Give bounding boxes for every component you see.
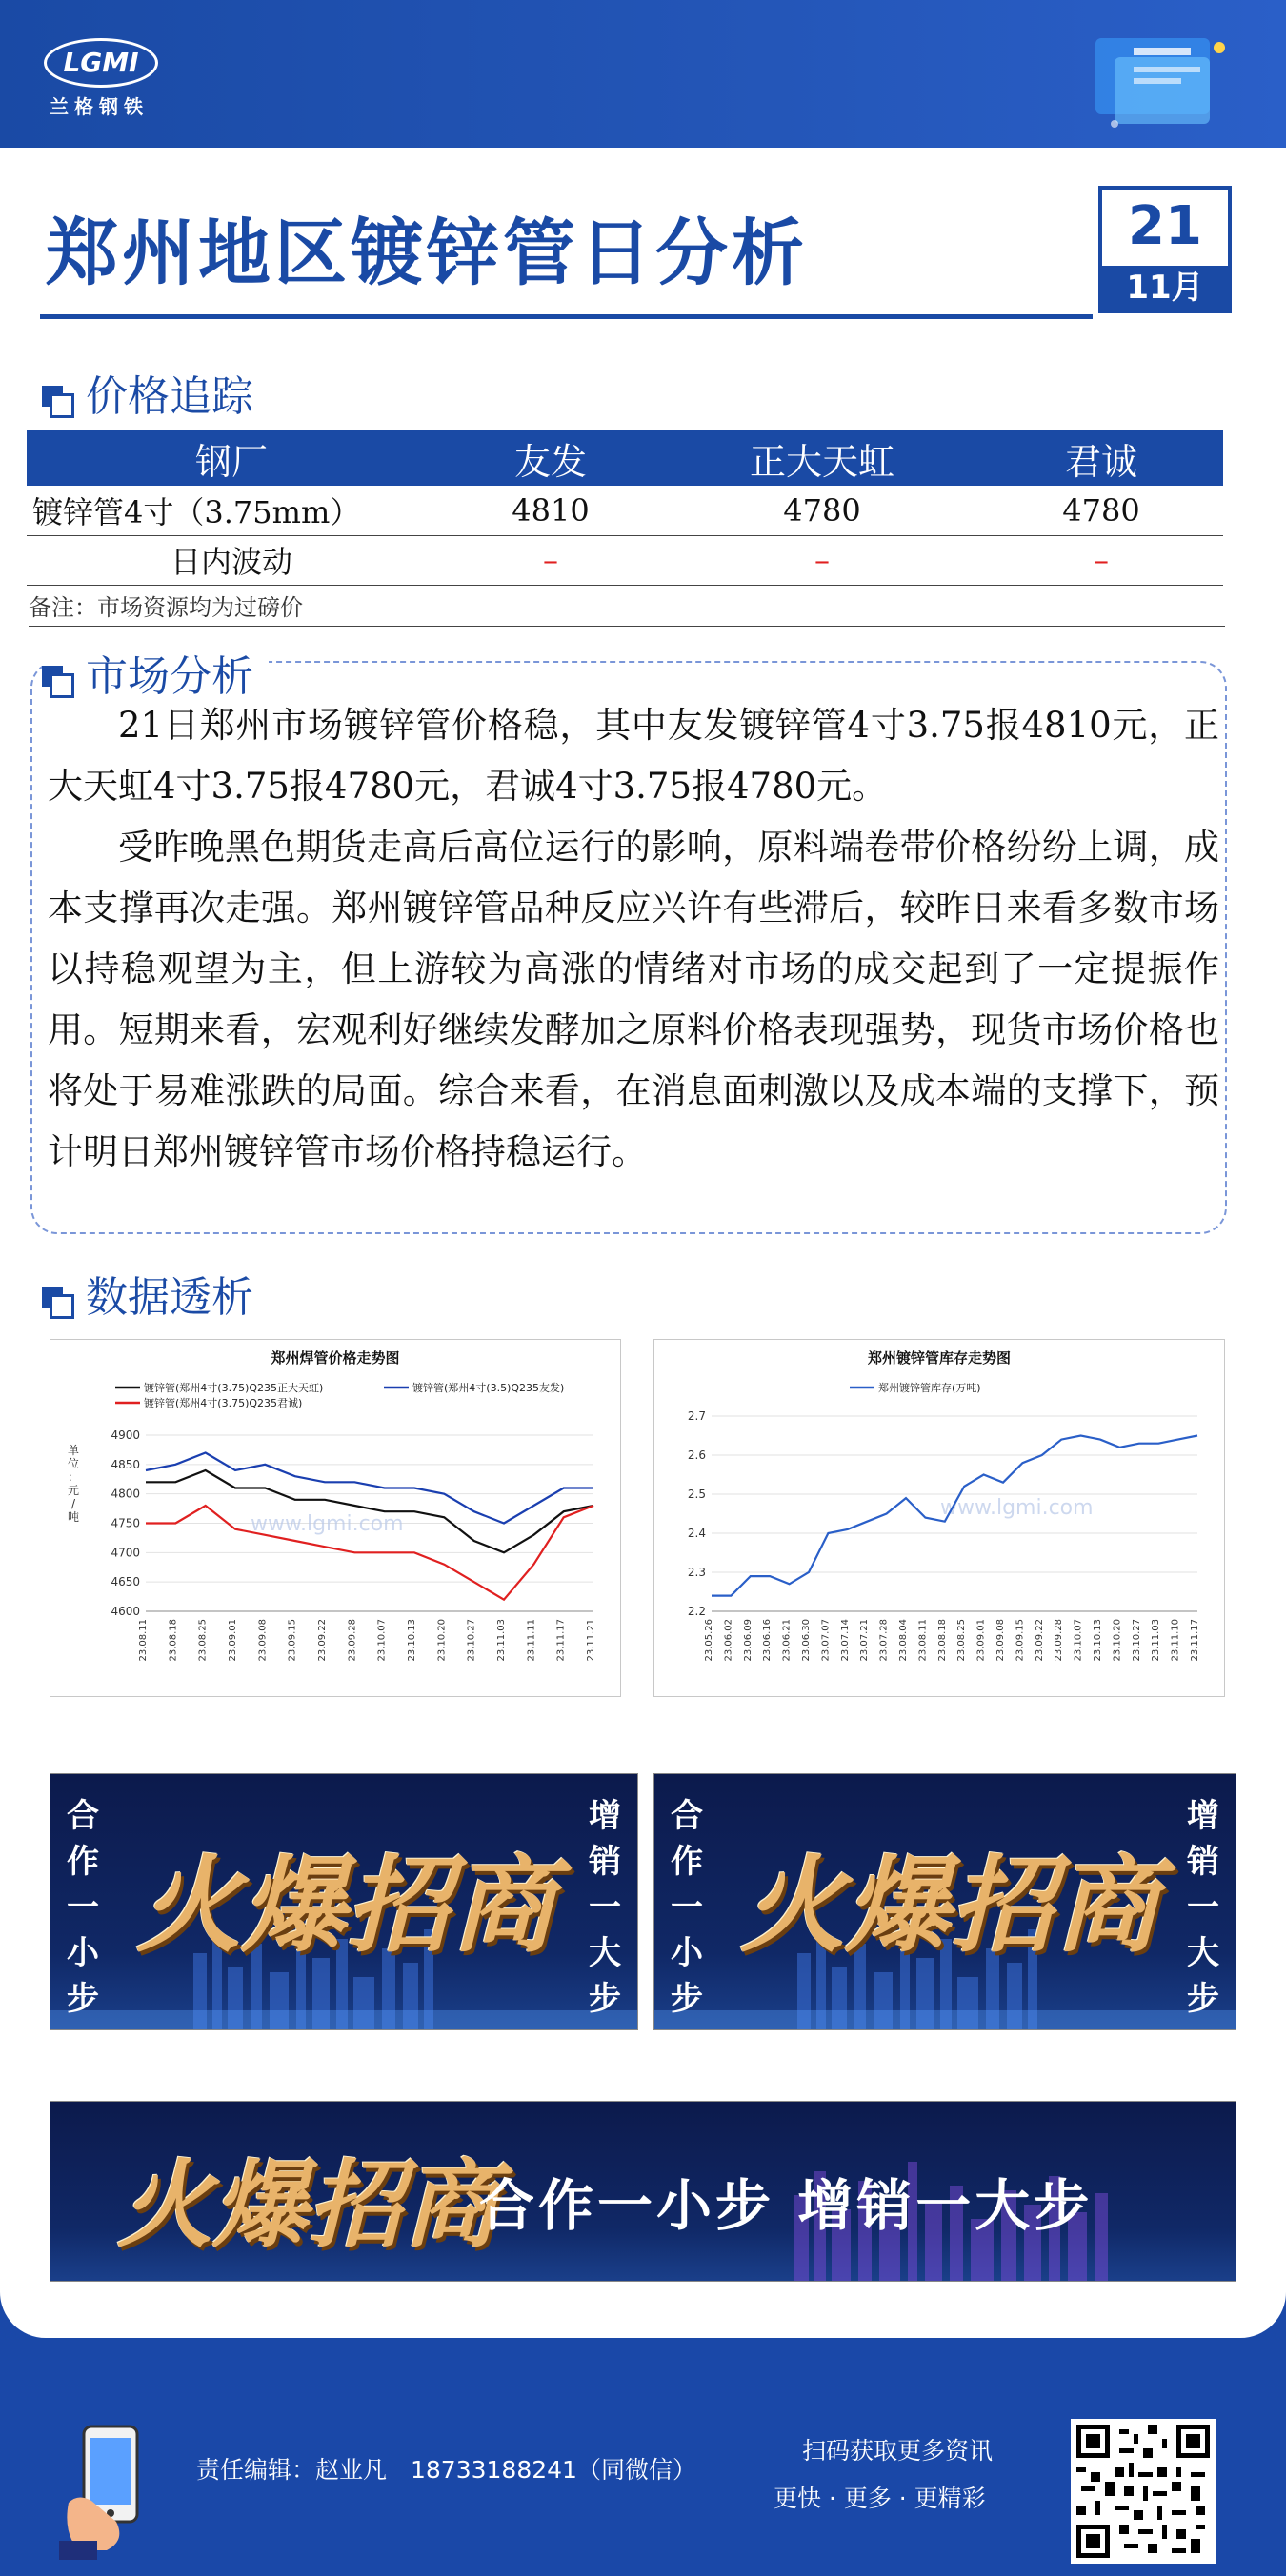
x-tick-label: 23.10.27 — [1131, 1619, 1142, 1662]
inventory-chart — [653, 1339, 1225, 1697]
banner-side-text: 增销一大步 — [1187, 1797, 1219, 2018]
x-tick-label: 23.09.22 — [1034, 1619, 1045, 1662]
x-tick-label: 23.06.09 — [742, 1619, 754, 1662]
banner-headline: 火爆招商 — [740, 1844, 1159, 1967]
x-tick-label: 23.06.21 — [781, 1619, 793, 1662]
x-tick-label: 23.10.13 — [407, 1619, 417, 1662]
table-cell: – — [665, 535, 979, 585]
x-tick-label: 23.07.21 — [859, 1619, 871, 1662]
x-tick-label: 23.09.15 — [287, 1619, 298, 1662]
banner-slogan: 合作一小步 增销一大步 — [479, 2173, 1094, 2238]
banner-side-text: 增销一大步 — [589, 1797, 621, 2018]
x-tick-label: 23.08.25 — [956, 1619, 968, 1662]
price-table — [27, 430, 1223, 586]
chart-title: 郑州焊管价格走势图 — [271, 1349, 400, 1367]
qr-code-icon[interactable] — [1071, 2419, 1216, 2564]
qr-caption: 扫码获取更多资讯 — [802, 2437, 994, 2465]
qr-code-pattern — [1076, 2425, 1210, 2558]
section-square-icon — [42, 386, 69, 412]
table-row — [27, 486, 1223, 535]
promo-banner-wide[interactable] — [50, 2101, 1236, 2282]
table-cell: – — [979, 535, 1223, 585]
analysis-text — [48, 695, 1219, 1183]
y-tick-label: 4900 — [111, 1428, 140, 1442]
y-tick-label: 2.6 — [687, 1448, 706, 1462]
y-tick-label: 4800 — [111, 1487, 140, 1501]
editor-contact: 责任编辑：赵业凡 18733188241（同微信） — [196, 2456, 696, 2484]
x-tick-label: 23.11.10 — [1170, 1619, 1181, 1662]
y-tick-label: 4700 — [111, 1546, 140, 1560]
tech-illustration-icon — [1057, 19, 1248, 162]
x-tick-label: 23.09.08 — [257, 1619, 269, 1662]
date-day: 21 — [1128, 195, 1202, 257]
x-tick-label: 23.06.02 — [723, 1619, 734, 1662]
legend-label: 郑州镀锌管库存(万吨) — [878, 1382, 981, 1394]
x-tick-label: 23.05.26 — [704, 1619, 714, 1662]
y-tick-label: 2.4 — [687, 1527, 706, 1540]
y-axis-label-char: 位 — [67, 1457, 80, 1470]
y-tick-label: 2.5 — [687, 1488, 706, 1501]
phone-hand-icon — [59, 2417, 173, 2560]
x-tick-label: 23.09.28 — [347, 1619, 358, 1662]
x-tick-label: 23.08.25 — [197, 1619, 209, 1662]
promo-banner-left[interactable] — [50, 1773, 638, 2030]
x-tick-label: 23.06.16 — [762, 1619, 774, 1662]
legend-label: 镀锌管(郑州4寸(3.75)Q235正大天虹) — [144, 1382, 324, 1394]
analysis-paragraph: 21日郑州市场镀锌管价格稳，其中友发镀锌管4寸3.75报4810元，正大天虹4寸3.75报4780元，君诚4寸3.75报4780元。 — [48, 705, 1219, 807]
x-tick-label: 23.09.28 — [1054, 1619, 1065, 1662]
price-chart — [50, 1339, 621, 1697]
date-badge — [1098, 186, 1232, 313]
y-tick-label: 4750 — [111, 1516, 140, 1530]
company-logo: LGMI — [44, 38, 158, 88]
column-header: 正大天虹 — [665, 430, 979, 486]
x-tick-label: 23.09.01 — [975, 1619, 987, 1662]
x-tick-label: 23.10.13 — [1093, 1619, 1103, 1662]
column-header: 友发 — [436, 430, 665, 486]
x-tick-label: 23.08.04 — [898, 1619, 909, 1662]
qr-tagline: 更快 · 更多 · 更精彩 — [774, 2485, 986, 2512]
x-tick-label: 23.08.18 — [936, 1619, 948, 1662]
watermark-text: www.lgmi.com — [940, 1496, 1094, 1520]
banner-side-text: 合作一小步 — [671, 1797, 703, 2018]
company-name: 兰格钢铁 — [50, 95, 149, 118]
x-tick-label: 23.11.03 — [496, 1619, 507, 1662]
chart-title: 郑州镀锌管库存走势图 — [867, 1349, 1011, 1367]
x-tick-label: 23.11.21 — [586, 1619, 596, 1662]
banner-headline: 火爆招商 — [117, 2148, 498, 2261]
promo-banner-right[interactable] — [653, 1773, 1236, 2030]
x-tick-label: 23.11.03 — [1151, 1619, 1162, 1662]
y-tick-label: 4650 — [111, 1575, 140, 1589]
x-tick-label: 23.11.17 — [1190, 1619, 1200, 1662]
data-section-heading: 数据透析 — [42, 1263, 253, 1324]
section-square-icon — [42, 1287, 69, 1313]
table-cell: 4780 — [979, 486, 1223, 535]
x-tick-label: 23.06.30 — [801, 1619, 812, 1662]
y-axis-label-char: 吨 — [67, 1510, 80, 1524]
watermark-text: www.lgmi.com — [251, 1512, 404, 1536]
price-chart-svg — [50, 1340, 622, 1698]
table-cell: 4810 — [436, 486, 665, 535]
x-tick-label: 23.08.11 — [917, 1619, 929, 1662]
x-tick-label: 23.08.18 — [168, 1619, 179, 1662]
y-axis-label-char: / — [70, 1497, 76, 1510]
x-tick-label: 23.10.27 — [466, 1619, 477, 1662]
y-tick-label: 2.7 — [687, 1409, 706, 1423]
y-tick-label: 2.3 — [687, 1566, 706, 1579]
section-square-icon — [42, 666, 69, 692]
x-tick-label: 23.09.15 — [1015, 1619, 1026, 1662]
x-tick-label: 23.07.14 — [839, 1619, 851, 1662]
table-cell: 4780 — [665, 486, 979, 535]
analysis-paragraph: 受昨晚黑色期货走高后高位运行的影响，原料端卷带价格纷纷上调，成本支撑再次走强。郑州镀锌管品种反应兴许有些滞后，较昨日来看多数市场以持稳观望为主，但上游较为高涨的情绪对市场的成交起到了一定提振作用。短期来看，宏观利好继续发酵加之原料价格表现强势，现货市场价格也将处于易难涨跌的局面。综合来看，在消息面刺激以及成本端的支撑下，预计明日郑州镀锌管市场价格持稳运行。 — [48, 827, 1219, 1172]
x-tick-label: 23.07.28 — [878, 1619, 890, 1662]
y-axis-label-char: 单 — [67, 1444, 80, 1457]
x-tick-label: 23.10.07 — [1073, 1619, 1084, 1662]
legend-label: 镀锌管(郑州4寸(3.75)Q235君诚) — [144, 1397, 303, 1409]
y-tick-label: 2.2 — [687, 1605, 706, 1618]
title-underline — [40, 314, 1093, 319]
banner-side-text: 合作一小步 — [67, 1797, 99, 2018]
page-title: 郑州地区镀锌管日分析 — [46, 210, 808, 295]
x-tick-label: 23.08.11 — [138, 1619, 149, 1662]
table-header-row — [27, 430, 1223, 486]
legend-label: 镀锌管(郑州4寸(3.5)Q235友发) — [412, 1382, 565, 1394]
x-tick-label: 23.09.01 — [228, 1619, 238, 1662]
price-section-heading: 价格追踪 — [42, 362, 253, 423]
y-tick-label: 4600 — [111, 1605, 140, 1618]
inventory-chart-svg — [654, 1340, 1226, 1698]
y-axis-label-char: ： — [67, 1470, 80, 1484]
table-cell: 日内波动 — [27, 535, 436, 585]
column-header: 君诚 — [979, 430, 1223, 486]
y-tick-label: 4850 — [111, 1457, 140, 1471]
x-tick-label: 23.10.07 — [376, 1619, 388, 1662]
table-cell: – — [436, 535, 665, 585]
analysis-section-heading: 市场分析 — [42, 642, 269, 703]
column-header: 钢厂 — [27, 430, 436, 486]
header-band — [0, 0, 1286, 167]
table-cell: 镀锌管4寸（3.75mm） — [27, 486, 436, 535]
x-tick-label: 23.09.08 — [995, 1619, 1006, 1662]
x-tick-label: 23.07.07 — [820, 1619, 832, 1662]
x-tick-label: 23.10.20 — [1112, 1619, 1123, 1662]
x-tick-label: 23.11.17 — [555, 1619, 567, 1662]
x-tick-label: 23.10.20 — [436, 1619, 448, 1662]
table-row — [27, 535, 1223, 585]
y-axis-label-char: 元 — [67, 1484, 80, 1497]
banner-headline: 火爆招商 — [136, 1844, 555, 1967]
x-tick-label: 23.09.22 — [317, 1619, 328, 1662]
x-tick-label: 23.11.11 — [526, 1619, 537, 1662]
date-month: 11月 — [1102, 266, 1228, 310]
table-note: 备注：市场资源均为过磅价 — [29, 589, 1225, 627]
